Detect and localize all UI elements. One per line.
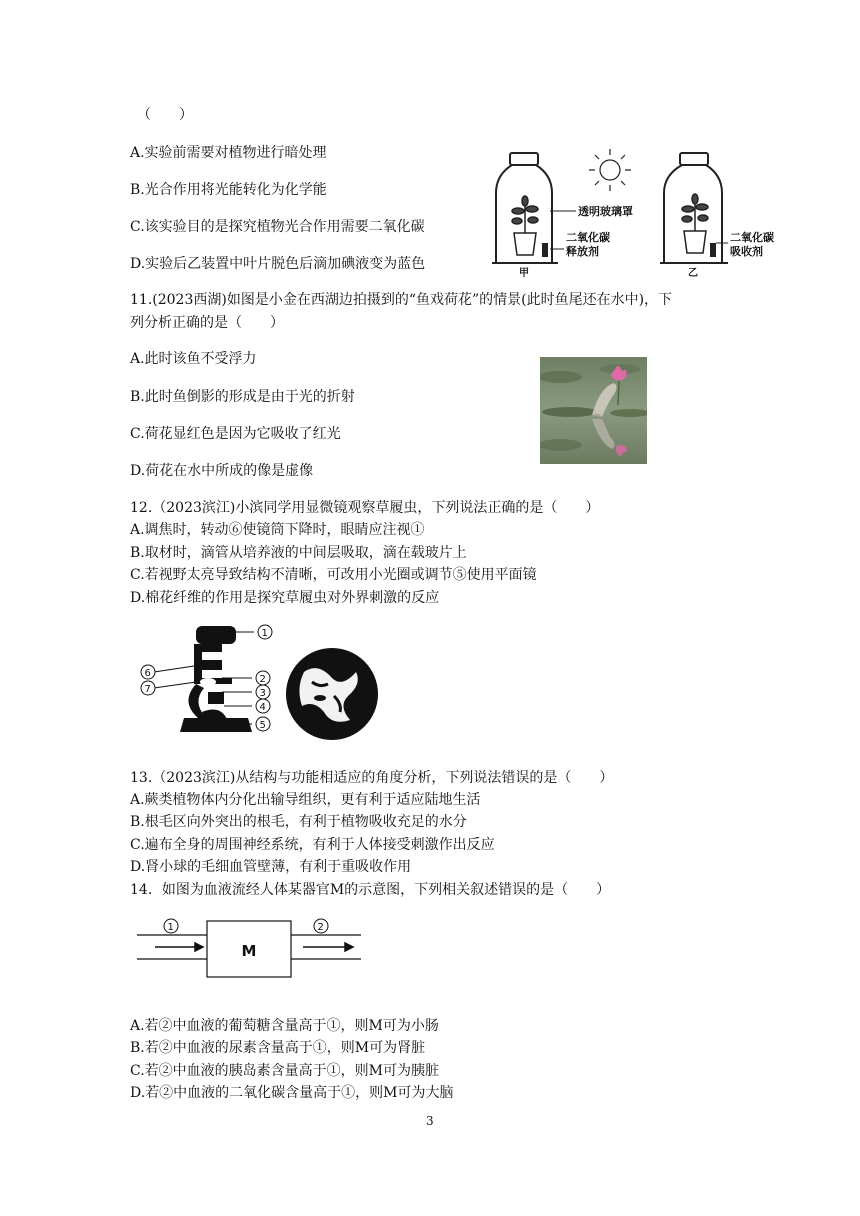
q14-stem: 14．如图为血液流经人体某器官M的示意图，下列相关叙述错误的是（ ） [130,882,611,898]
q10-stem-tail: （ ） [137,107,193,123]
microscope-drawing [180,626,252,732]
q12-option-c: C.若视野太亮导致结构不清晰，可改用小光圈或调节⑤使用平面镜 [130,567,537,583]
left-agent-line1: 二氧化碳 [566,231,610,244]
left-agent-line2: 释放剂 [566,245,599,258]
plant-yi [682,194,708,253]
q14-blood-flow-diagram [133,915,365,981]
tag-yi: 乙 [688,268,698,279]
svg-text:2: 2 [317,922,324,933]
q14-option-a: A.若②中血液的葡萄糖含量高于①，则M可为小肠 [130,1018,439,1034]
q10-jar-experiment-figure [488,145,780,280]
field-of-view-circle [286,648,378,740]
sun-icon [589,149,631,191]
q11-stem-line2: 列分析正确的是（ ） [130,315,284,331]
q11-option-d: D.荷花在水中所成的像是虚像 [130,463,314,479]
svg-text:2: 2 [259,674,266,685]
q10-option-a: A.实验前需要对植物进行暗处理 [130,145,327,161]
reagent-bottle-jia [542,243,548,257]
q12-microscope-figure [136,622,381,740]
reagent-bottle-yi [710,243,716,257]
svg-text:1: 1 [167,922,174,933]
q13-stem: 13.（2023滨江)从结构与功能相适应的角度分析，下列说法错误的是（ ） [130,770,614,786]
q14-option-b: B.若②中血液的尿素含量高于①，则M可为肾脏 [130,1040,426,1056]
q10-option-b: B.光合作用将光能转化为化学能 [130,182,327,198]
svg-text:5: 5 [259,720,266,731]
svg-text:1: 1 [261,628,268,639]
cover-label: 透明玻璃罩 [578,205,633,218]
q11-option-a: A.此时该鱼不受浮力 [130,351,257,367]
q10-option-d: D.实验后乙装置中叶片脱色后滴加碘液变为蓝色 [130,256,426,272]
svg-text:3: 3 [259,688,266,699]
q11-stem-line1: 11.(2023西湖)如图是小金在西湖边拍摄到的“鱼戏荷花”的情景(此时鱼尾还在水中)，下 [130,292,673,308]
svg-text:6: 6 [144,668,151,679]
q12-option-b: B.取材时，滴管从培养液的中间层吸取，滴在载玻片上 [130,545,467,561]
q13-option-a: A.蕨类植物体内分化出输导组织，更有利于适应陆地生活 [130,792,481,808]
q14-option-c: C.若②中血液的胰岛素含量高于①，则M可为胰脏 [130,1063,439,1079]
page-number: 3 [426,1114,434,1128]
q14-option-d: D.若②中血液的二氧化碳含量高于①，则M可为大脑 [130,1085,454,1101]
q11-fish-lotus-photo [540,357,647,464]
organ-m-label: M [241,942,257,960]
right-agent-line2: 吸收剂 [730,245,763,258]
q12-option-d: D.棉花纤维的作用是探究草履虫对外界刺激的反应 [130,590,440,606]
q12-option-a: A.调焦时，转动⑥使镜筒下降时，眼睛应注视① [130,522,425,538]
tag-jia: 甲 [519,268,529,279]
right-agent-line1: 二氧化碳 [730,231,774,244]
q13-option-c: C.遍布全身的周围神经系统，有利于人体接受刺激作出反应 [130,837,495,853]
svg-text:4: 4 [259,702,266,713]
q13-option-b: B.根毛区向外突出的根毛，有利于植物吸收充足的水分 [130,814,467,830]
plant-jia [512,196,538,255]
q13-option-d: D.肾小球的毛细血管壁薄，有利于重吸收作用 [130,859,412,875]
q11-option-b: B.此时鱼倒影的形成是由于光的折射 [130,389,355,405]
q12-stem: 12.（2023滨江)小滨同学用显微镜观察草履虫，下列说法正确的是（ ） [130,500,600,516]
svg-text:7: 7 [144,684,151,695]
q11-option-c: C.荷花显红色是因为它吸收了红光 [130,426,341,442]
q10-option-c: C.该实验目的是探究植物光合作用需要二氧化碳 [130,219,425,235]
